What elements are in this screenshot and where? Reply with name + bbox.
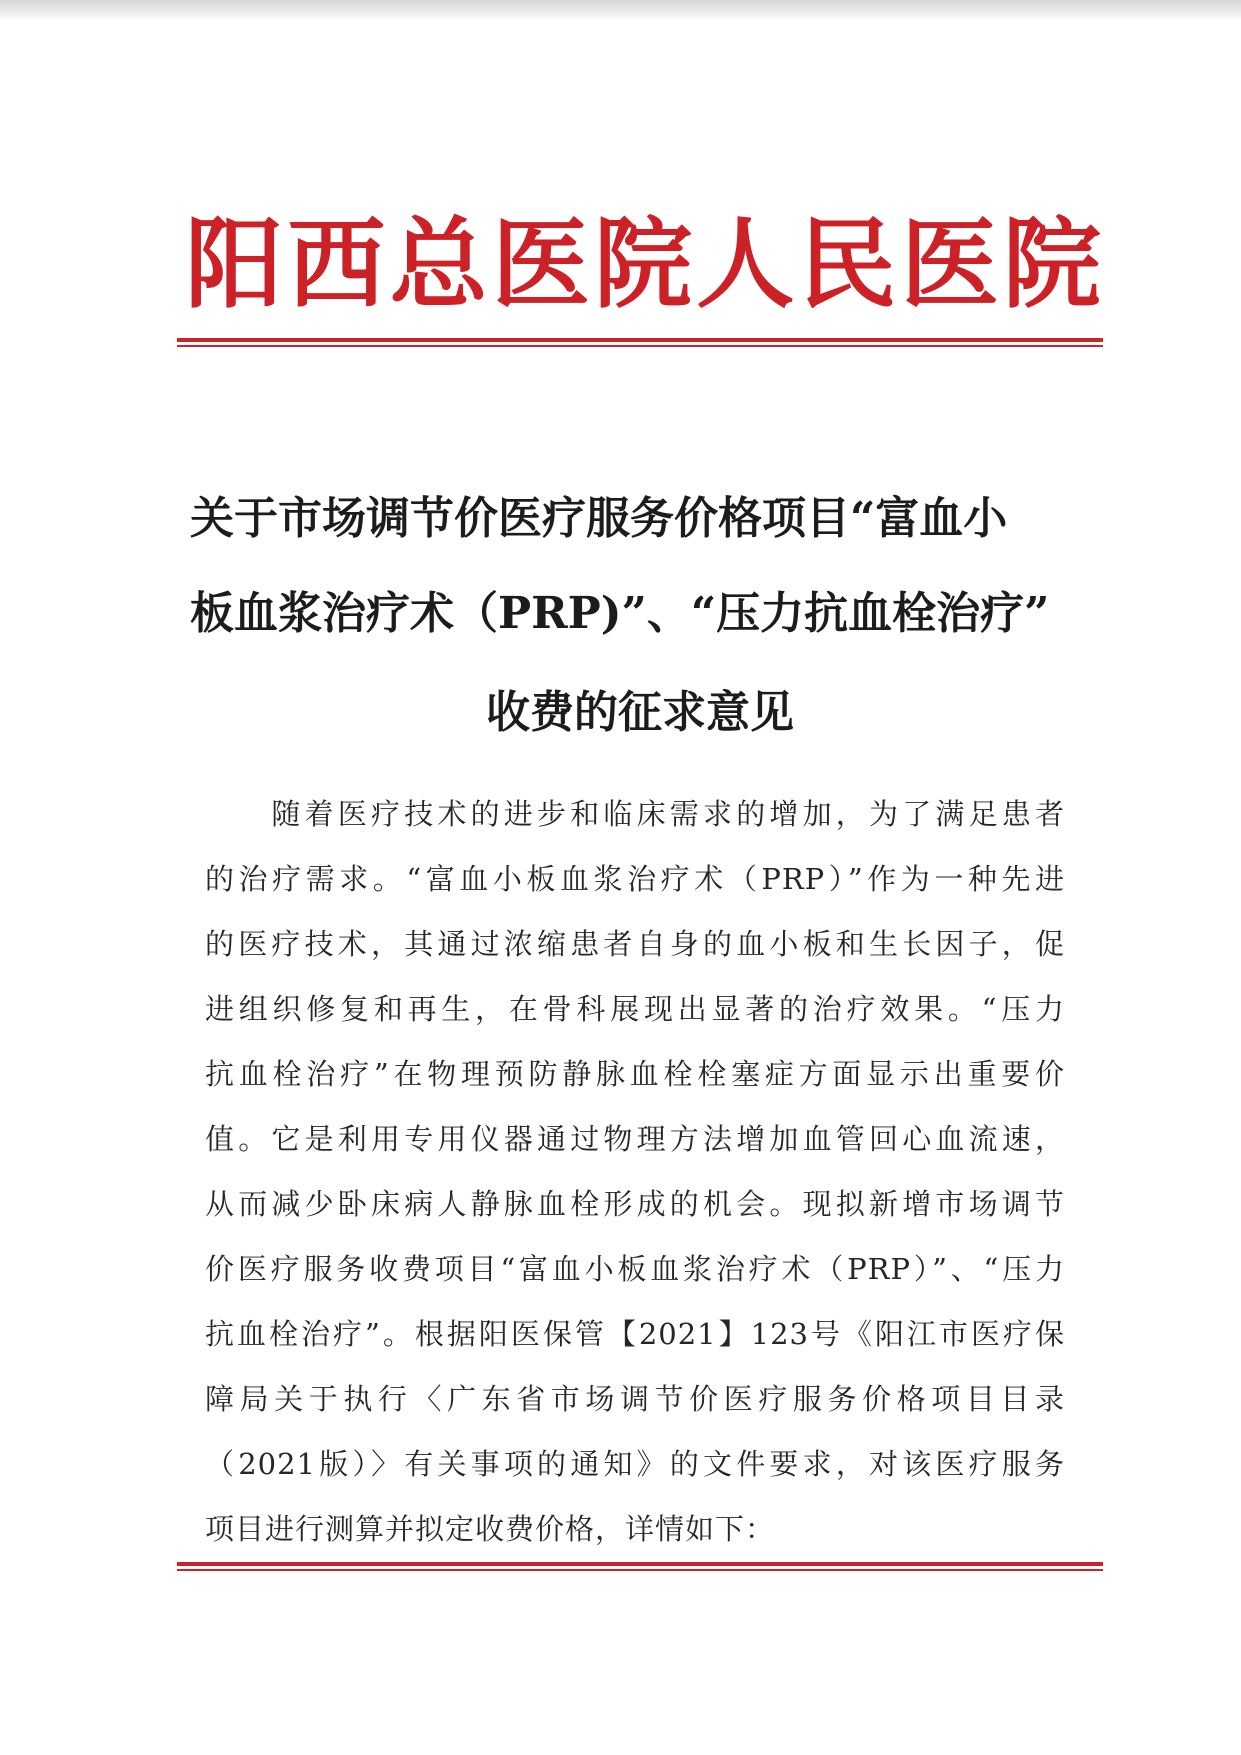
body-line: 抗血栓治疗”在物理预防静脉血栓栓塞症方面显示出重要价 [205, 1057, 1065, 1091]
document-title-line-2: 板血浆治疗术（PRP)”、“压力抗血栓治疗” [190, 588, 1050, 639]
scan-edge [0, 0, 1241, 20]
rule-thick [177, 1562, 1103, 1566]
letterhead-char: 阳 [185, 207, 284, 322]
body-line: 进组织修复和再生，在骨科展现出显著的治疗效果。“压力 [205, 992, 1065, 1026]
document-title-line-1: 关于市场调节价医疗服务价格项目“富血小 [190, 493, 1008, 544]
rule-thick [177, 338, 1103, 342]
letterhead-rule [177, 338, 1103, 347]
letterhead [183, 200, 1103, 330]
body-line: 的医疗技术，其通过浓缩患者自身的血小板和生长因子，促 [205, 927, 1065, 961]
footer-rule [177, 1562, 1103, 1571]
rule-thin [177, 345, 1103, 347]
letterhead-char: 总 [389, 207, 488, 322]
letterhead-char: 民 [798, 207, 897, 322]
body-line: 项目进行测算并拟定收费价格，详情如下： [205, 1512, 776, 1546]
letterhead-char: 院 [1002, 207, 1101, 322]
letterhead-char: 人 [696, 207, 795, 322]
letterhead-char: 医 [491, 207, 590, 322]
rule-thin [177, 1569, 1103, 1571]
document-title-line-3: 收费的征求意见 [486, 687, 794, 738]
body-line: 从而减少卧床病人静脉血栓形成的机会。现拟新增市场调节 [205, 1187, 1065, 1221]
body-line: 的治疗需求。“富血小板血浆治疗术（PRP）”作为一种先进 [205, 862, 1065, 896]
body-line: 值。它是利用专用仪器通过物理方法增加血管回心血流速， [205, 1122, 1065, 1156]
letterhead-char: 西 [287, 207, 386, 322]
body-line: 障局关于执行〈广东省市场调节价医疗服务价格项目目录 [205, 1382, 1065, 1416]
body-line: 随着医疗技术的进步和临床需求的增加，为了满足患者 [205, 797, 1065, 831]
body-line: （2021版）〉有关事项的通知》的文件要求，对该医疗服务 [205, 1447, 1065, 1481]
body-line: 抗血栓治疗”。根据阳医保管【2021】123号《阳江市医疗保 [205, 1317, 1065, 1351]
letterhead-char: 院 [593, 207, 692, 322]
letterhead-char: 医 [900, 207, 999, 322]
body-line: 价医疗服务收费项目“富血小板血浆治疗术（PRP）”、“压力 [205, 1252, 1065, 1286]
